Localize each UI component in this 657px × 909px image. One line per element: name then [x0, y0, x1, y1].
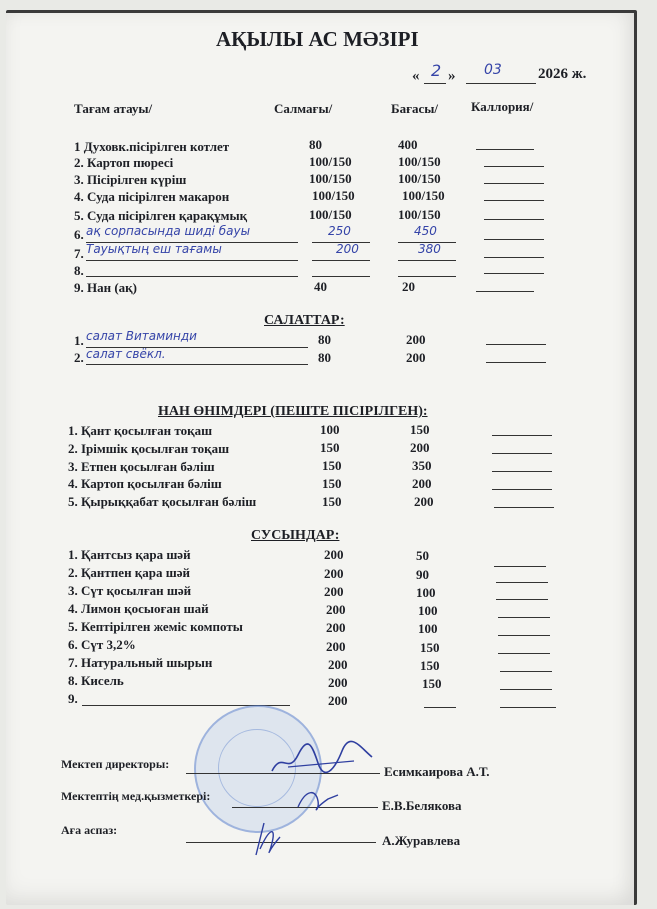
main-item-4-price: 100/150	[402, 188, 445, 203]
main-item-2-name: 2. Картоп пюресі	[74, 155, 174, 170]
drink-3-name: 3. Сүт қосылған шәй	[68, 583, 192, 598]
bakery-item-5-name: 5. Қырыққабат қосылған бәліш	[68, 494, 257, 509]
chef-role: Аға аспаз:	[61, 823, 118, 837]
salad-2-name: салат свёкл.	[86, 347, 166, 361]
main-item-5-weight: 100/150	[309, 207, 352, 222]
drink-9-price-line	[424, 707, 456, 708]
main-item-2-calories-line	[484, 166, 544, 167]
date-day-line	[424, 83, 446, 84]
main-item-8-price-line	[398, 276, 456, 277]
header-calories: Каллория/	[471, 99, 534, 114]
bakery-item-4-name: 4. Картоп қосылған бәліш	[68, 476, 222, 491]
menu-sheet	[6, 10, 637, 905]
drink-6-price: 150	[420, 640, 440, 655]
drink-8-name: 8. Кисель	[68, 673, 124, 688]
drink-3-calories-line	[496, 599, 548, 600]
salads-title: САЛАТТАР:	[264, 313, 345, 328]
bakery-item-4-price: 200	[412, 476, 432, 491]
date-year: 2026 ж.	[538, 66, 587, 82]
main-item-3-calories-line	[484, 183, 544, 184]
main-item-9-price: 20	[402, 279, 415, 294]
drink-7-name: 7. Натуральный шырын	[68, 655, 213, 670]
drink-8-price: 150	[422, 676, 442, 691]
drink-6-weight: 200	[326, 639, 346, 654]
header-weight: Салмағы/	[274, 101, 333, 116]
date-day: 2	[431, 61, 442, 80]
main-item-8-number: 8.	[74, 263, 84, 278]
salad-2-name-line	[86, 364, 308, 365]
bakery-item-1-name: 1. Қант қосылған тоқаш	[68, 423, 213, 438]
main-item-7-weight-line	[312, 260, 370, 261]
bakery-item-5-weight: 150	[322, 494, 342, 509]
drink-1-price: 50	[416, 548, 429, 563]
chef-name: А.Журавлева	[382, 833, 461, 848]
main-item-6-name: ақ сорпасында шиді бауы	[86, 224, 251, 238]
drink-6-name: 6. Сүт 3,2%	[68, 637, 136, 652]
main-item-9-weight: 40	[314, 279, 327, 294]
drink-4-price: 100	[418, 603, 438, 618]
drink-5-price: 100	[418, 621, 438, 636]
main-item-3-weight: 100/150	[309, 171, 352, 186]
header-price: Бағасы/	[391, 101, 439, 116]
bakery-item-2-price: 200	[410, 440, 430, 455]
main-item-5-calories-line	[484, 219, 544, 220]
drink-6-calories-line	[498, 653, 550, 654]
drink-7-calories-line	[500, 671, 552, 672]
medic-name: Е.В.Белякова	[382, 798, 462, 813]
drink-7-weight: 200	[328, 657, 348, 672]
bakery-item-3-calories-line	[492, 471, 552, 472]
bakery-item-5-calories-line	[494, 507, 554, 508]
date-close-quote: »	[448, 68, 456, 84]
main-item-7-name-line	[86, 260, 298, 261]
main-item-2-price: 100/150	[398, 154, 441, 169]
main-item-8-weight-line	[312, 276, 370, 277]
drink-3-weight: 200	[324, 584, 344, 599]
bakery-item-2-calories-line	[492, 453, 552, 454]
director-signature	[268, 741, 378, 781]
medic-signature	[294, 785, 344, 815]
main-item-5-price: 100/150	[398, 207, 441, 222]
main-item-2-weight: 100/150	[309, 154, 352, 169]
drink-2-calories-line	[496, 582, 548, 583]
main-item-7-weight: 200	[336, 242, 359, 256]
main-item-7-price-line	[398, 260, 456, 261]
main-item-4-calories-line	[484, 200, 544, 201]
chef-signature	[246, 819, 286, 859]
main-item-7-name: Тауықтың еш тағамы	[86, 242, 222, 256]
medic-role: Мектептің мед.қызметкері:	[61, 789, 211, 803]
main-item-3-price: 100/150	[398, 171, 441, 186]
salad-2-number: 2.	[74, 350, 84, 365]
director-name: Есимкаирова А.Т.	[384, 764, 490, 779]
drink-9-weight: 200	[328, 693, 348, 708]
bakery-item-4-calories-line	[492, 489, 552, 490]
main-item-6-weight: 250	[328, 224, 351, 238]
date-open-quote: «	[412, 68, 420, 84]
main-item-3-name: 3. Пісірілген күріш	[74, 172, 187, 187]
drink-5-name: 5. Кептірілген жеміс компоты	[68, 619, 243, 634]
document-title: АҚЫЛЫ АС МӘЗІРІ	[216, 27, 419, 51]
drink-4-name: 4. Лимон қосыоған шай	[68, 601, 209, 616]
main-item-4-weight: 100/150	[312, 188, 355, 203]
salad-1-weight: 80	[318, 332, 331, 347]
salad-1-name: салат Витаминди	[86, 329, 197, 343]
drink-7-price: 150	[420, 658, 440, 673]
drink-5-calories-line	[498, 635, 550, 636]
main-item-7-number: 7.	[74, 246, 84, 261]
bakery-title: НАН ӨНІМДЕРІ (ПЕШТЕ ПІСІРІЛГЕН):	[158, 404, 428, 419]
drink-2-name: 2. Қантпен қара шәй	[68, 565, 191, 580]
main-item-8-name-line	[86, 276, 298, 277]
date-month: 03	[484, 62, 502, 78]
main-item-7-price: 380	[418, 242, 441, 256]
header-name: Тағам атауы/	[74, 101, 153, 116]
bakery-item-3-price: 350	[412, 458, 432, 473]
salad-2-weight: 80	[318, 350, 331, 365]
main-item-5-name: 5. Суда пісірілген қарақұмық	[74, 208, 248, 223]
drink-1-name: 1. Қантсыз қара шәй	[68, 547, 191, 562]
drink-2-weight: 200	[324, 566, 344, 581]
bakery-item-3-weight: 150	[322, 458, 342, 473]
salad-1-number: 1.	[74, 333, 84, 348]
main-item-9-name: 9. Нан (ақ)	[74, 280, 138, 295]
main-item-4-name: 4. Суда пісірілген макарон	[74, 189, 230, 204]
drink-9-calories-line	[500, 707, 556, 708]
main-item-9-calories-line	[476, 291, 534, 292]
drink-1-calories-line	[494, 566, 546, 567]
bakery-item-1-price: 150	[410, 422, 430, 437]
drink-4-calories-line	[498, 617, 550, 618]
main-item-1-calories-line	[476, 149, 534, 150]
drink-1-weight: 200	[324, 547, 344, 562]
main-item-6-price: 450	[414, 224, 437, 238]
drink-9-name: 9.	[68, 691, 78, 706]
salad-2-calories-line	[486, 362, 546, 363]
drink-3-price: 100	[416, 585, 436, 600]
main-item-7-calories-line	[484, 257, 544, 258]
director-role: Мектеп директоры:	[61, 757, 170, 771]
bakery-item-1-calories-line	[492, 435, 552, 436]
bakery-item-3-name: 3. Етпен қосылған бәліш	[68, 459, 215, 474]
main-item-6-number: 6.	[74, 227, 84, 242]
main-item-6-calories-line	[484, 239, 544, 240]
drink-8-calories-line	[500, 689, 552, 690]
bakery-item-4-weight: 150	[322, 476, 342, 491]
main-item-1-weight: 80	[309, 137, 322, 152]
salad-1-calories-line	[486, 344, 546, 345]
drink-5-weight: 200	[326, 620, 346, 635]
drink-4-weight: 200	[326, 602, 346, 617]
drink-2-price: 90	[416, 567, 429, 582]
main-item-8-calories-line	[484, 273, 544, 274]
date-month-line	[466, 83, 536, 84]
main-item-1-name: 1 Духовк.пісірілген котлет	[74, 139, 230, 154]
drinks-title: СУСЫНДАР:	[251, 528, 340, 543]
salad-2-price: 200	[406, 350, 426, 365]
bakery-item-1-weight: 100	[320, 422, 340, 437]
bakery-item-2-name: 2. Ірімшік қосылған тоқаш	[68, 441, 230, 456]
salad-1-price: 200	[406, 332, 426, 347]
main-item-1-price: 400	[398, 137, 418, 152]
drink-8-weight: 200	[328, 675, 348, 690]
bakery-item-5-price: 200	[414, 494, 434, 509]
bakery-item-2-weight: 150	[320, 440, 340, 455]
